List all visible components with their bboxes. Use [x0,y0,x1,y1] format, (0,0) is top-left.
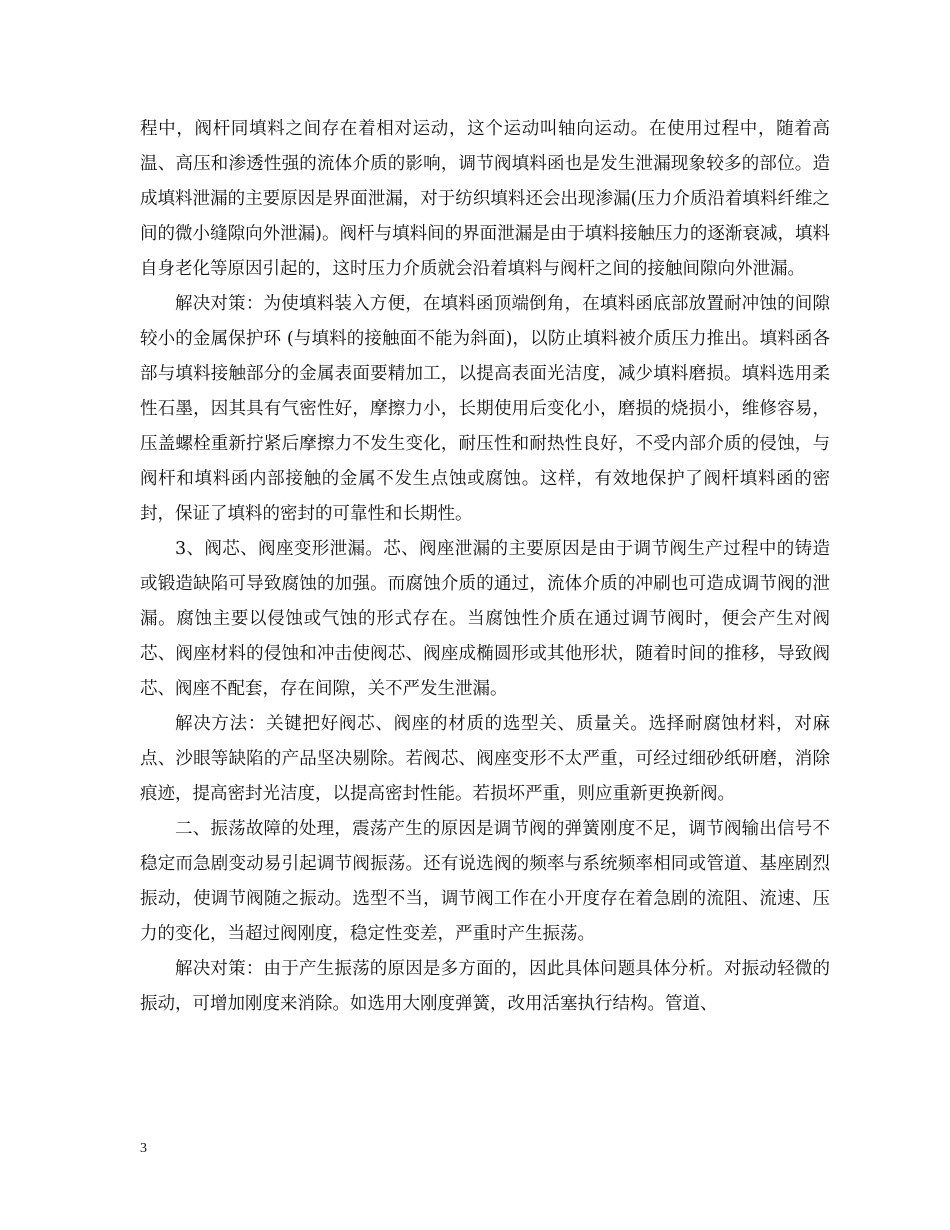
paragraph-packing-leak-cause: 程中，阀杆同填料之间存在着相对运动，这个运动叫轴向运动。在使用过程中，随着高温、高压和渗透性强的流体介质的影响，调节阀填料函也是发生泄漏现象较多的部位。造成填料泄漏的主要原因是界面泄漏，对于纺织填料还会出现渗漏(压力介质沿着填料纤维之间的微小缝隙向外泄漏)。阀杆与填料间的界面泄漏是由于填料接触压力的逐渐衰减，填料自身老化等原因引起的，这时压力介质就会沿着填料与阀杆之间的接触间隙向外泄漏。 [140,119,830,279]
page-number: 3 [140,1141,147,1156]
paragraph-oscillation-solution: 解决对策：由于产生振荡的原因是多方面的，因此具体问题具体分析。对振动轻微的振动，可增加刚度来消除。如选用大刚度弹簧，改用活塞执行结构。管道、 [140,959,830,1014]
paragraph-valve-core-seat-leak: 3、阀芯、阀座变形泄漏。芯、阀座泄漏的主要原因是由于调节阀生产过程中的铸造或锻造缺陷可导致腐蚀的加强。而腐蚀介质的通过，流体介质的冲刷也可造成调节阀的泄漏。腐蚀主要以侵蚀或气蚀的形式存在。当腐蚀性介质在通过调节阀时，便会产生对阀芯、阀座材料的侵蚀和冲击使阀芯、阀座成椭圆形或其他形状，随着时间的推移，导致阀芯、阀座不配套，存在间隙，关不严发生泄漏。 [140,539,830,699]
paragraph-oscillation-fault: 二、振荡故障的处理，震荡产生的原因是调节阀的弹簧刚度不足，调节阀输出信号不稳定而急剧变动易引起调节阀振荡。还有说选阀的频率与系统频率相同或管道、基座剧烈振动，使调节阀随之振动。选型不当，调节阀工作在小开度存在着急剧的流阻、流速、压力的变化，当超过阀刚度，稳定性变差，严重时产生振荡。 [140,819,830,944]
paragraph-packing-solution: 解决对策：为使填料装入方便，在填料函顶端倒角，在填料函底部放置耐冲蚀的间隙较小的金属保护环 (与填料的接触面不能为斜面)，以防止填料被介质压力推出。填料函各部与填料接触部分的金属表面要精加工，以提高表面光洁度，减少填料磨损。填料选用柔性石墨，因其具有气密性好，摩擦力小，长期使用后变化小，磨损的烧损小，维修容易，压盖螺栓重新拧紧后摩擦力不发生变化，耐压性和耐热性良好，不受内部介质的侵蚀，与阀杆和填料函内部接触的金属不发生点蚀或腐蚀。这样，有效地保护了阀杆填料函的密封，保证了填料的密封的可靠性和长期性。 [140,294,830,524]
document-body [140,112,830,1022]
paragraph-valve-core-seat-solution: 解决方法：关键把好阀芯、阀座的材质的选型关、质量关。选择耐腐蚀材料，对麻点、沙眼等缺陷的产品坚决剔除。若阀芯、阀座变形不太严重，可经过细砂纸研磨，消除痕迹，提高密封光洁度，以提高密封性能。若损坏严重，则应重新更换新阀。 [140,714,830,804]
